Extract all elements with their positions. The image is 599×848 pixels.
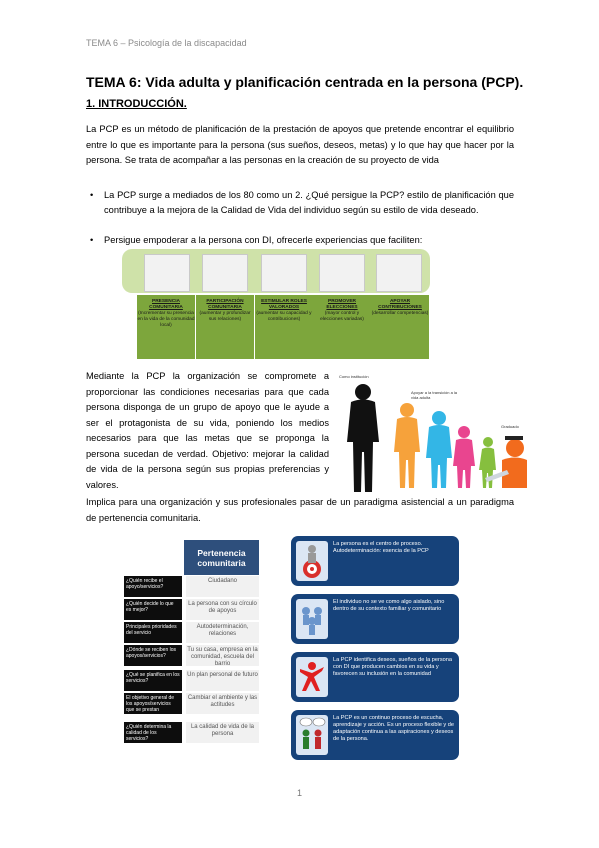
diagram-box: PROMOVER ELECCIONES (mayor control y elecciones variadas) — [313, 295, 371, 359]
diagram-box: PARTICIPACIÓN COMUNITARIA (aumentar y profundizar sus relaciones) — [196, 295, 254, 359]
table-row: ¿Qué se planifica en los servicios? Un plan personal de futuro — [124, 670, 259, 691]
silhouettes-illustration — [337, 370, 527, 494]
table-header: Pertenencia comunitaria — [184, 540, 259, 575]
table-row: Principales prioridades del servicio Autodeterminación, relaciones — [124, 622, 259, 643]
arrows-illustration — [319, 254, 365, 292]
principle-card: La PCP identifica deseos, sueños de la persona con DI que producen cambios en su vida y favorecen su inclusión en la comunidad — [291, 652, 459, 702]
principle-card: La persona es el centro de proceso. Autodeterminación: esencia de la PCP — [291, 536, 459, 586]
group-people-icon — [296, 599, 328, 639]
page-title: TEMA 6: Vida adulta y planificación centrada en la persona (PCP). — [86, 74, 524, 90]
diagram-box: ESTIMULAR ROLES VALORADOS (aumentar su capacidad y contribuciones) — [255, 295, 313, 359]
figure-label: Como institución — [339, 374, 369, 379]
people-chain-illustration — [144, 254, 190, 292]
page-number: 1 — [296, 788, 302, 798]
jumping-person-icon — [296, 657, 328, 697]
diagram-box: PRESENCIA COMUNITARIA (Incrementar su presencia en la vida de la comunidad local) — [137, 295, 195, 359]
talking-people-icon — [296, 715, 328, 755]
experiences-diagram — [122, 249, 430, 361]
paradigm-paragraph: Implica para una organización y sus profesionales pasar de un paradigma asistencial a un paradigma de pertenencia comunitaria. — [86, 497, 514, 523]
diagram-box: APOYAR CONTRIBUCIONES (desarrollar competencias) — [371, 295, 429, 359]
principle-card: La PCP es un continuo proceso de escucha, aprendizaje y acción. Es un proceso flexible y de adaptación continua a las aspiraciones y deseos de la persona. — [291, 710, 459, 760]
section-heading: 1. INTRODUCCIÓN. — [86, 98, 187, 110]
table-row: El objetivo general de los apoyos/servicios que se prestan Cambiar el ambiente y las actitudes — [126, 695, 258, 713]
bullet-item: • Persigue empoderar a la persona con DI, ofrecerle experiencias que faciliten: — [90, 235, 423, 245]
podium-illustration — [261, 254, 307, 292]
pcp-commitment-paragraph: Mediante la PCP la organización se compromete a proporcionar las condiciones necesarias para que cada persona disponga de un grupo de apoyo que le ayude a ser el protagonista de su vida, poniendo los medios necesarios para que las metas que se proponga la persona sucedan de verdad. Objetivo: mejorar la calidad de vida de la persona según sus propias preferencias y valores. — [86, 371, 329, 490]
group-figures-illustration — [202, 254, 248, 292]
paradigm-table — [124, 540, 259, 760]
table-row: ¿Quién recibe el apoyo/servicios? Ciudadano — [124, 576, 259, 597]
people-silhouettes-figure — [337, 370, 527, 494]
table-row: ¿Dónde se reciben los apoyos/servicios? Tu su casa, empresa en la comunidad, escuela del barrio — [126, 647, 258, 666]
page-header: TEMA 6 – Psicología de la discapacidad — [86, 38, 247, 48]
target-person-icon — [296, 541, 328, 581]
bullet-item: • La PCP surge a mediados de los 80 como un 2. ¿Qué persigue la PCP? estilo de planificación que contribuye a la mejora de la Calidad de Vida del individuo según su estilo de vida deseado. — [90, 190, 514, 215]
figure-label: Apoyar a la transición a la vida adulta — [411, 390, 458, 400]
figure-label: Graduado — [501, 424, 519, 429]
figure-illustration — [376, 254, 422, 292]
principle-card: El individuo no se ve como algo aislado, sino dentro de su contexto familiar y comunitario — [291, 594, 459, 644]
table-row: ¿Quién decide lo que es mejor? La persona con su círculo de apoyos — [124, 599, 259, 620]
table-row: ¿Quién determina la calidad de los servicios? La calidad de vida de la persona — [124, 722, 259, 743]
intro-paragraph: La PCP es un método de planificación de la prestación de apoyos que pretende encontrar el equilibrio entre lo que es importante para la persona (sus sueños, deseos, metas) y lo que hay que hacer por la persona. Se trata de acompañar a las personas en la creación de su proyecto de vida — [86, 124, 514, 165]
